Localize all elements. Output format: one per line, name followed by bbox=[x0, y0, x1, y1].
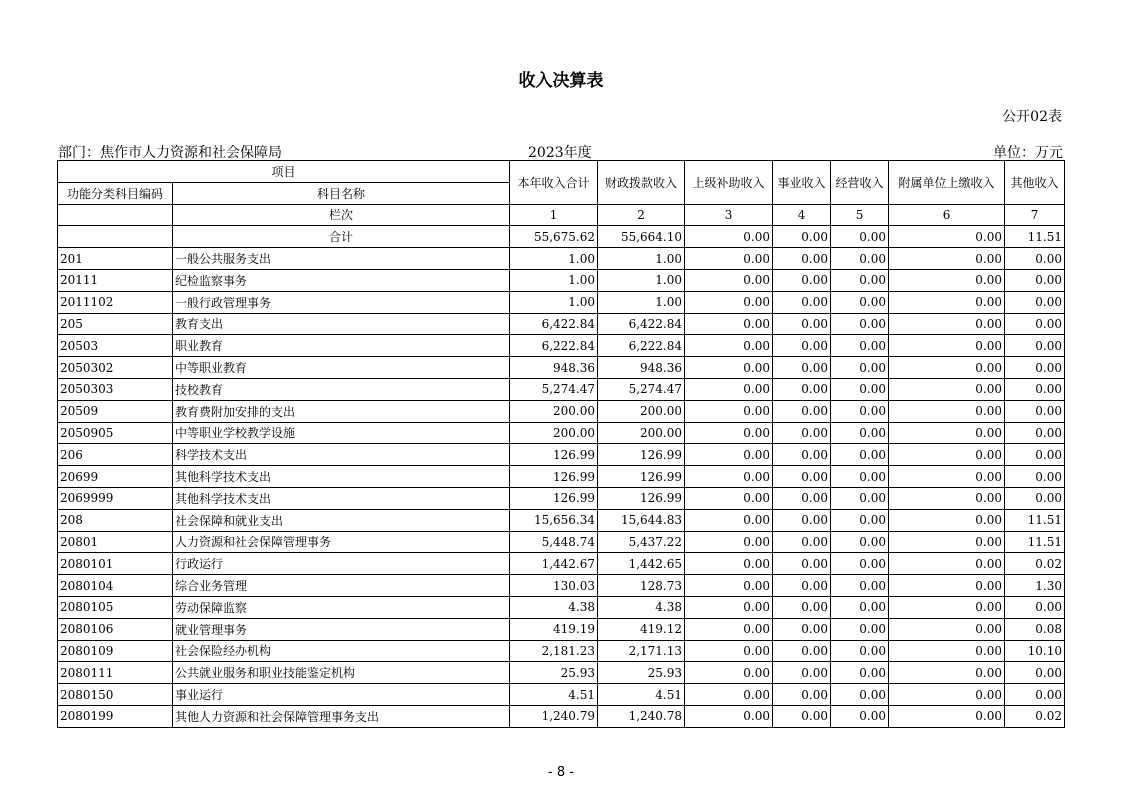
row-value: 0.00 bbox=[773, 662, 831, 684]
unit-label: 单位：万元 bbox=[993, 145, 1063, 161]
column-index-cell: 7 bbox=[1005, 204, 1065, 226]
row-value: 0.00 bbox=[685, 422, 773, 444]
row-value: 0.00 bbox=[831, 269, 889, 291]
total-cell: 55,675.62 bbox=[510, 226, 598, 248]
header-col-affiliated: 附属单位上缴收入 bbox=[889, 161, 1005, 205]
table-row bbox=[58, 335, 1065, 357]
row-value: 0.00 bbox=[773, 269, 831, 291]
row-value: 0.00 bbox=[773, 640, 831, 662]
row-value: 0.00 bbox=[889, 553, 1005, 575]
table-row bbox=[58, 444, 1065, 466]
table-row bbox=[58, 378, 1065, 400]
total-cell: 0.00 bbox=[831, 226, 889, 248]
row-value: 0.00 bbox=[773, 509, 831, 531]
row-value: 0.00 bbox=[831, 378, 889, 400]
row-value: 0.00 bbox=[831, 291, 889, 313]
row-value: 0.00 bbox=[685, 248, 773, 270]
row-value: 0.00 bbox=[773, 291, 831, 313]
row-value: 0.00 bbox=[831, 575, 889, 597]
row-value: 0.00 bbox=[831, 444, 889, 466]
row-value: 1,240.79 bbox=[510, 705, 598, 727]
total-label: 合计 bbox=[173, 226, 510, 248]
row-value: 0.00 bbox=[1005, 400, 1065, 422]
row-value: 126.99 bbox=[598, 487, 685, 509]
table-row bbox=[58, 596, 1065, 618]
row-value: 2,181.23 bbox=[510, 640, 598, 662]
row-value: 1.00 bbox=[598, 291, 685, 313]
row-code: 20699 bbox=[58, 466, 173, 488]
table-row bbox=[58, 422, 1065, 444]
row-value: 0.00 bbox=[773, 378, 831, 400]
row-value: 0.00 bbox=[889, 509, 1005, 531]
department-label: 部门：焦作市人力资源和社会保障局 bbox=[58, 145, 282, 161]
row-value: 0.00 bbox=[773, 684, 831, 706]
row-value: 5,448.74 bbox=[510, 531, 598, 553]
table-row bbox=[58, 640, 1065, 662]
table-row bbox=[58, 618, 1065, 640]
row-value: 0.00 bbox=[773, 313, 831, 335]
row-value: 200.00 bbox=[510, 422, 598, 444]
income-table bbox=[57, 160, 1065, 728]
row-value: 0.00 bbox=[831, 335, 889, 357]
row-value: 0.00 bbox=[773, 553, 831, 575]
header-col-operating: 经营收入 bbox=[831, 161, 889, 205]
row-name: 科学技术支出 bbox=[173, 444, 510, 466]
row-value: 0.00 bbox=[889, 269, 1005, 291]
row-value: 0.00 bbox=[685, 684, 773, 706]
total-cell: 0.00 bbox=[773, 226, 831, 248]
row-value: 2,171.13 bbox=[598, 640, 685, 662]
row-value: 0.00 bbox=[1005, 378, 1065, 400]
row-value: 0.00 bbox=[685, 531, 773, 553]
row-value: 948.36 bbox=[598, 357, 685, 379]
row-name: 其他人力资源和社会保障管理事务支出 bbox=[173, 705, 510, 727]
row-value: 0.00 bbox=[831, 509, 889, 531]
row-value: 0.00 bbox=[831, 640, 889, 662]
page-number: - 8 - bbox=[548, 765, 574, 780]
row-name: 中等职业教育 bbox=[173, 357, 510, 379]
row-value: 0.00 bbox=[773, 335, 831, 357]
row-value: 0.00 bbox=[1005, 313, 1065, 335]
row-value: 0.00 bbox=[831, 487, 889, 509]
row-value: 11.51 bbox=[1005, 531, 1065, 553]
row-code: 208 bbox=[58, 509, 173, 531]
row-value: 0.00 bbox=[1005, 422, 1065, 444]
row-value: 200.00 bbox=[598, 400, 685, 422]
row-value: 6,222.84 bbox=[598, 335, 685, 357]
row-value: 0.00 bbox=[889, 596, 1005, 618]
row-value: 0.00 bbox=[889, 291, 1005, 313]
info-row bbox=[58, 142, 1063, 160]
row-value: 4.51 bbox=[510, 684, 598, 706]
table-row bbox=[58, 248, 1065, 270]
header-item: 项目 bbox=[58, 161, 510, 183]
row-code: 2050302 bbox=[58, 357, 173, 379]
row-value: 0.00 bbox=[889, 487, 1005, 509]
row-code: 2069999 bbox=[58, 487, 173, 509]
row-value: 0.00 bbox=[889, 378, 1005, 400]
row-value: 0.00 bbox=[889, 400, 1005, 422]
row-value: 126.99 bbox=[598, 444, 685, 466]
row-value: 128.73 bbox=[598, 575, 685, 597]
row-value: 6,422.84 bbox=[598, 313, 685, 335]
header-col-total: 本年收入合计 bbox=[510, 161, 598, 205]
column-index-cell: 1 bbox=[510, 204, 598, 226]
row-value: 0.00 bbox=[685, 313, 773, 335]
row-value: 0.00 bbox=[889, 531, 1005, 553]
fiscal-year: 2023年度 bbox=[528, 145, 592, 161]
row-name: 劳动保障监察 bbox=[173, 596, 510, 618]
header-name: 科目名称 bbox=[173, 182, 510, 204]
row-code: 2080101 bbox=[58, 553, 173, 575]
column-index-cell: 4 bbox=[773, 204, 831, 226]
row-value: 0.00 bbox=[685, 596, 773, 618]
row-value: 0.00 bbox=[831, 313, 889, 335]
row-value: 0.02 bbox=[1005, 705, 1065, 727]
row-value: 1.00 bbox=[510, 291, 598, 313]
row-value: 0.00 bbox=[1005, 291, 1065, 313]
page-title: 收入决算表 bbox=[518, 71, 604, 91]
row-value: 5,274.47 bbox=[510, 378, 598, 400]
row-value: 0.00 bbox=[685, 335, 773, 357]
table-row bbox=[58, 466, 1065, 488]
row-value: 0.00 bbox=[831, 466, 889, 488]
row-value: 0.00 bbox=[773, 596, 831, 618]
row-value: 5,274.47 bbox=[598, 378, 685, 400]
row-value: 0.00 bbox=[685, 640, 773, 662]
header-col-business: 事业收入 bbox=[773, 161, 831, 205]
row-value: 0.00 bbox=[889, 640, 1005, 662]
row-value: 1.30 bbox=[1005, 575, 1065, 597]
table-row bbox=[58, 531, 1065, 553]
total-cell: 0.00 bbox=[685, 226, 773, 248]
row-code: 2080150 bbox=[58, 684, 173, 706]
row-value: 0.00 bbox=[1005, 444, 1065, 466]
row-value: 0.08 bbox=[1005, 618, 1065, 640]
row-value: 126.99 bbox=[510, 487, 598, 509]
row-value: 419.12 bbox=[598, 618, 685, 640]
row-value: 130.03 bbox=[510, 575, 598, 597]
row-value: 0.00 bbox=[773, 248, 831, 270]
row-value: 126.99 bbox=[510, 466, 598, 488]
column-index-label: 栏次 bbox=[173, 204, 510, 226]
row-code: 201 bbox=[58, 248, 173, 270]
row-value: 15,656.34 bbox=[510, 509, 598, 531]
row-value: 0.00 bbox=[773, 531, 831, 553]
row-value: 126.99 bbox=[598, 466, 685, 488]
row-name: 综合业务管理 bbox=[173, 575, 510, 597]
row-value: 0.00 bbox=[685, 662, 773, 684]
row-value: 11.51 bbox=[1005, 509, 1065, 531]
table-row bbox=[58, 553, 1065, 575]
row-value: 0.00 bbox=[1005, 466, 1065, 488]
table-row bbox=[58, 575, 1065, 597]
row-value: 0.00 bbox=[773, 618, 831, 640]
table-row bbox=[58, 291, 1065, 313]
row-value: 0.00 bbox=[889, 575, 1005, 597]
row-value: 200.00 bbox=[510, 400, 598, 422]
row-value: 1,442.67 bbox=[510, 553, 598, 575]
column-index-cell: 3 bbox=[685, 204, 773, 226]
row-value: 25.93 bbox=[598, 662, 685, 684]
row-value: 0.00 bbox=[831, 248, 889, 270]
table-row bbox=[58, 269, 1065, 291]
row-value: 0.00 bbox=[685, 575, 773, 597]
table-row bbox=[58, 509, 1065, 531]
row-name: 就业管理事务 bbox=[173, 618, 510, 640]
row-value: 0.00 bbox=[685, 618, 773, 640]
row-value: 0.00 bbox=[831, 422, 889, 444]
table-row bbox=[58, 684, 1065, 706]
row-code: 20503 bbox=[58, 335, 173, 357]
row-value: 0.00 bbox=[1005, 248, 1065, 270]
row-value: 0.00 bbox=[773, 575, 831, 597]
row-value: 0.00 bbox=[889, 705, 1005, 727]
row-value: 1,240.78 bbox=[598, 705, 685, 727]
row-value: 0.00 bbox=[1005, 335, 1065, 357]
row-value: 0.00 bbox=[831, 662, 889, 684]
row-value: 4.38 bbox=[510, 596, 598, 618]
header-col-fiscal: 财政拨款收入 bbox=[598, 161, 685, 205]
row-value: 0.00 bbox=[773, 357, 831, 379]
row-code: 206 bbox=[58, 444, 173, 466]
row-value: 0.00 bbox=[831, 705, 889, 727]
row-value: 0.00 bbox=[831, 596, 889, 618]
row-value: 0.00 bbox=[685, 466, 773, 488]
row-code: 2050303 bbox=[58, 378, 173, 400]
table-cell bbox=[58, 204, 173, 226]
row-value: 0.00 bbox=[831, 357, 889, 379]
total-cell: 0.00 bbox=[889, 226, 1005, 248]
row-code: 2080104 bbox=[58, 575, 173, 597]
row-value: 0.00 bbox=[685, 509, 773, 531]
row-value: 4.51 bbox=[598, 684, 685, 706]
row-value: 0.00 bbox=[685, 378, 773, 400]
row-name: 事业运行 bbox=[173, 684, 510, 706]
row-value: 0.00 bbox=[685, 553, 773, 575]
row-value: 0.00 bbox=[685, 400, 773, 422]
row-value: 0.00 bbox=[889, 444, 1005, 466]
row-code: 2080109 bbox=[58, 640, 173, 662]
row-value: 0.00 bbox=[831, 531, 889, 553]
total-row bbox=[58, 226, 1065, 248]
row-value: 1.00 bbox=[510, 269, 598, 291]
row-value: 0.00 bbox=[1005, 357, 1065, 379]
row-name: 其他科学技术支出 bbox=[173, 487, 510, 509]
row-code: 2080199 bbox=[58, 705, 173, 727]
row-code: 20509 bbox=[58, 400, 173, 422]
column-index-cell: 5 bbox=[831, 204, 889, 226]
row-name: 社会保障和就业支出 bbox=[173, 509, 510, 531]
column-index-cell: 6 bbox=[889, 204, 1005, 226]
row-name: 职业教育 bbox=[173, 335, 510, 357]
row-name: 社会保险经办机构 bbox=[173, 640, 510, 662]
row-code: 2080105 bbox=[58, 596, 173, 618]
row-value: 25.93 bbox=[510, 662, 598, 684]
header-col-superior: 上级补助收入 bbox=[685, 161, 773, 205]
row-name: 教育费附加安排的支出 bbox=[173, 400, 510, 422]
row-value: 0.00 bbox=[685, 444, 773, 466]
row-name: 教育支出 bbox=[173, 313, 510, 335]
table-row bbox=[58, 662, 1065, 684]
row-name: 技校教育 bbox=[173, 378, 510, 400]
row-name: 中等职业学校教学设施 bbox=[173, 422, 510, 444]
row-value: 0.00 bbox=[889, 684, 1005, 706]
row-value: 0.00 bbox=[773, 422, 831, 444]
row-code: 2050905 bbox=[58, 422, 173, 444]
row-name: 一般行政管理事务 bbox=[173, 291, 510, 313]
row-value: 0.00 bbox=[889, 662, 1005, 684]
table-row bbox=[58, 400, 1065, 422]
table-row bbox=[58, 705, 1065, 727]
total-cell: 11.51 bbox=[1005, 226, 1065, 248]
form-number: 公开02表 bbox=[1002, 109, 1062, 125]
row-value: 0.00 bbox=[889, 466, 1005, 488]
row-name: 公共就业服务和职业技能鉴定机构 bbox=[173, 662, 510, 684]
total-cell: 55,664.10 bbox=[598, 226, 685, 248]
row-value: 4.38 bbox=[598, 596, 685, 618]
row-name: 其他科学技术支出 bbox=[173, 466, 510, 488]
row-value: 0.00 bbox=[773, 487, 831, 509]
table-row bbox=[58, 313, 1065, 335]
row-value: 0.00 bbox=[685, 269, 773, 291]
column-index-cell: 2 bbox=[598, 204, 685, 226]
row-value: 0.00 bbox=[889, 335, 1005, 357]
row-value: 0.00 bbox=[1005, 487, 1065, 509]
row-value: 200.00 bbox=[598, 422, 685, 444]
table-cell bbox=[58, 226, 173, 248]
row-value: 0.00 bbox=[831, 400, 889, 422]
header-col-other: 其他收入 bbox=[1005, 161, 1065, 205]
row-value: 0.00 bbox=[1005, 269, 1065, 291]
row-value: 0.00 bbox=[889, 313, 1005, 335]
row-value: 0.00 bbox=[889, 357, 1005, 379]
row-value: 0.00 bbox=[685, 705, 773, 727]
row-value: 0.00 bbox=[685, 291, 773, 313]
row-value: 1.00 bbox=[598, 269, 685, 291]
row-value: 6,422.84 bbox=[510, 313, 598, 335]
row-value: 6,222.84 bbox=[510, 335, 598, 357]
row-value: 5,437.22 bbox=[598, 531, 685, 553]
row-code: 20801 bbox=[58, 531, 173, 553]
row-value: 0.02 bbox=[1005, 553, 1065, 575]
row-value: 0.00 bbox=[1005, 596, 1065, 618]
table-row bbox=[58, 357, 1065, 379]
row-value: 10.10 bbox=[1005, 640, 1065, 662]
row-value: 0.00 bbox=[773, 400, 831, 422]
row-value: 0.00 bbox=[1005, 662, 1065, 684]
row-value: 0.00 bbox=[889, 248, 1005, 270]
row-value: 0.00 bbox=[831, 618, 889, 640]
row-code: 205 bbox=[58, 313, 173, 335]
table-row bbox=[58, 487, 1065, 509]
row-value: 948.36 bbox=[510, 357, 598, 379]
row-value: 1.00 bbox=[510, 248, 598, 270]
row-value: 1.00 bbox=[598, 248, 685, 270]
row-value: 126.99 bbox=[510, 444, 598, 466]
row-value: 0.00 bbox=[831, 553, 889, 575]
row-name: 纪检监察事务 bbox=[173, 269, 510, 291]
row-value: 1,442.65 bbox=[598, 553, 685, 575]
row-value: 0.00 bbox=[889, 422, 1005, 444]
row-value: 15,644.83 bbox=[598, 509, 685, 531]
row-value: 0.00 bbox=[685, 357, 773, 379]
header-code: 功能分类科目编码 bbox=[58, 182, 173, 204]
row-value: 419.19 bbox=[510, 618, 598, 640]
row-code: 2080106 bbox=[58, 618, 173, 640]
row-value: 0.00 bbox=[773, 705, 831, 727]
row-value: 0.00 bbox=[773, 466, 831, 488]
column-index-row bbox=[58, 204, 1065, 226]
row-code: 2080111 bbox=[58, 662, 173, 684]
row-value: 0.00 bbox=[831, 684, 889, 706]
row-value: 0.00 bbox=[685, 487, 773, 509]
row-value: 0.00 bbox=[773, 444, 831, 466]
row-value: 0.00 bbox=[1005, 684, 1065, 706]
row-code: 2011102 bbox=[58, 291, 173, 313]
row-value: 0.00 bbox=[889, 618, 1005, 640]
header-row-1 bbox=[58, 161, 1065, 183]
row-name: 人力资源和社会保障管理事务 bbox=[173, 531, 510, 553]
row-name: 行政运行 bbox=[173, 553, 510, 575]
row-code: 20111 bbox=[58, 269, 173, 291]
row-name: 一般公共服务支出 bbox=[173, 248, 510, 270]
